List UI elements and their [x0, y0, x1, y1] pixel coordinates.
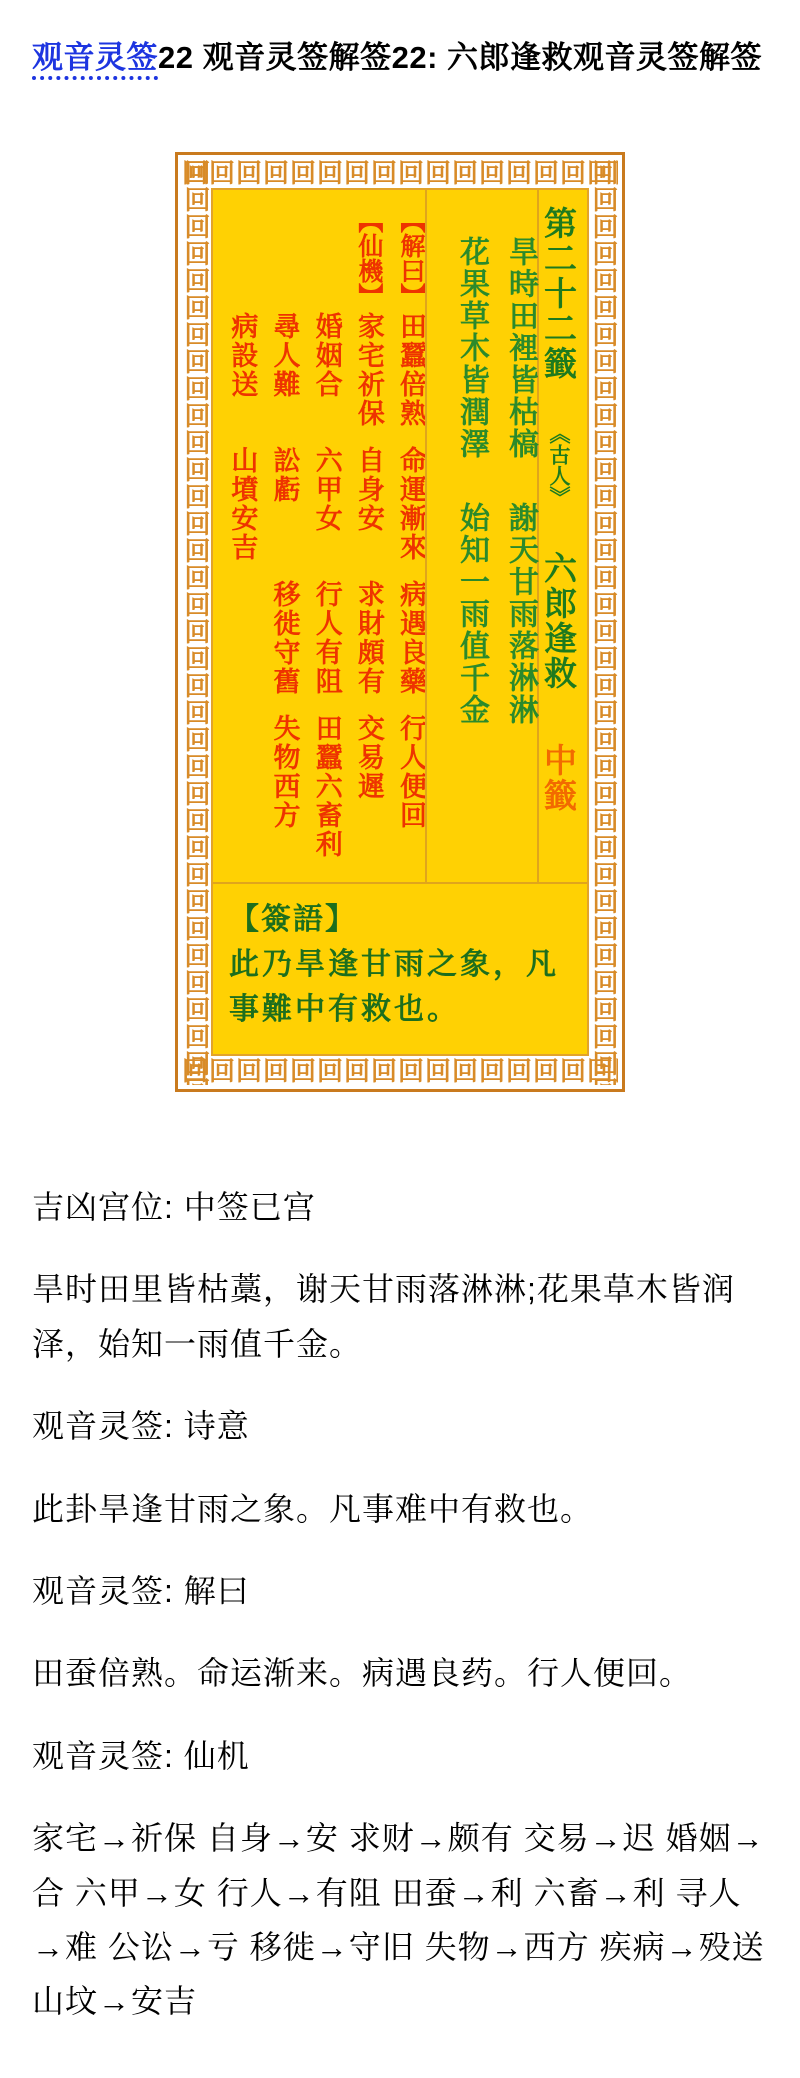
- sign-number: 第二十二籤: [539, 206, 577, 382]
- grid-item: 訟虧: [269, 446, 300, 505]
- xianji-paragraph: 家宅→祈保 自身→安 求财→颇有 交易→迟 婚姻→合 六甲→女 行人→有阻 田蚕→利 六畜→利 寻人→难 公讼→亏 移徙→守旧 失物→西方 疾病→殁送 山坟→安吉: [32, 1820, 765, 2020]
- grid-item: 移徙守舊: [269, 580, 300, 697]
- grid-panel: [213, 190, 425, 882]
- poem-line: 花果草木皆潤澤: [455, 236, 488, 461]
- grid-item: 行人便回: [396, 714, 426, 831]
- card-inner: [211, 188, 589, 1056]
- card-main: [213, 190, 587, 882]
- poem-line: 旱時田裡皆枯槁: [504, 236, 537, 461]
- sign-category: 《古人》: [546, 423, 570, 508]
- poem-line: 謝天甘雨落淋淋: [504, 502, 537, 727]
- meander-border-top: [182, 159, 618, 187]
- fortune-card: [175, 152, 625, 1092]
- poem-column-2: [455, 236, 488, 882]
- grid-column-4: [269, 208, 298, 882]
- xianji-header: 【仙機】: [354, 208, 383, 309]
- grid-item: 交易遲: [353, 714, 384, 802]
- notice-text: 此乃旱逢甘雨之象，凡事難中有救也。: [229, 948, 559, 1027]
- grid-item: 田蠶倍熟: [396, 312, 426, 429]
- grid-item: 病遇良藥: [396, 580, 426, 697]
- grid-column-3: [312, 208, 341, 882]
- sign-level: 中籤: [539, 743, 577, 814]
- grid-item: 尋人難: [269, 312, 300, 400]
- grid-item: 山墳安吉: [227, 446, 258, 563]
- section-heading-jieyue: 观音灵签: 解曰: [32, 1573, 250, 1609]
- grid-item: 行人有阻: [311, 580, 342, 697]
- grid-item: 家宅祈保: [353, 312, 384, 429]
- meander-border-right: [590, 159, 618, 1085]
- grid-item: 婚姻合: [311, 312, 342, 400]
- sign-name: 六郎逢救: [539, 551, 577, 692]
- article-body: [32, 1180, 768, 2029]
- grid-item: 自身安: [353, 446, 384, 534]
- sign-title-panel: [539, 190, 587, 882]
- grid-item: 失物西方: [269, 714, 300, 831]
- poem-panel: [425, 190, 539, 882]
- poem-column-1: [504, 236, 537, 882]
- page-title: [32, 34, 768, 82]
- grid-item: 求財頗有: [353, 580, 384, 697]
- notice-header: 【簽語】: [229, 903, 357, 937]
- meander-border-bottom: [182, 1057, 618, 1085]
- palace-position-text: 吉凶宫位: 中签已宫: [32, 1189, 316, 1226]
- grid-column-jieyue: [396, 208, 425, 882]
- guanyin-lingqian-link[interactable]: 观音灵签: [32, 40, 158, 80]
- grid-column-5: [227, 208, 256, 882]
- meander-border-left: [182, 159, 210, 1085]
- grid-item: 命運漸來: [396, 446, 426, 563]
- grid-item: 病設送: [227, 312, 258, 400]
- shiyi-paragraph: 此卦旱逢甘雨之象。凡事难中有救也。: [32, 1490, 594, 1527]
- page-title-rest: 22 观音灵签解签22: 六郎逢救观音灵签解签: [158, 40, 763, 75]
- section-heading-shiyi: 观音灵签: 诗意: [32, 1408, 250, 1445]
- poem-paragraph: 旱时田里皆枯藁，谢天甘雨落淋淋;花果草木皆润泽，始知一雨值千金。: [32, 1271, 735, 1362]
- section-heading-xianji: 观音灵签: 仙机: [32, 1737, 250, 1774]
- notice-section: [213, 882, 587, 1054]
- jieyue-paragraph: 田蚕倍熟。命运渐来。病遇良药。行人便回。: [32, 1655, 693, 1692]
- jieyue-header: 【解曰】: [397, 208, 425, 309]
- grid-item: 田蠶六畜利: [311, 714, 342, 860]
- grid-item: 六甲女: [311, 446, 342, 534]
- grid-column-xianji: [354, 208, 383, 882]
- poem-line: 始知一雨值千金: [455, 502, 488, 727]
